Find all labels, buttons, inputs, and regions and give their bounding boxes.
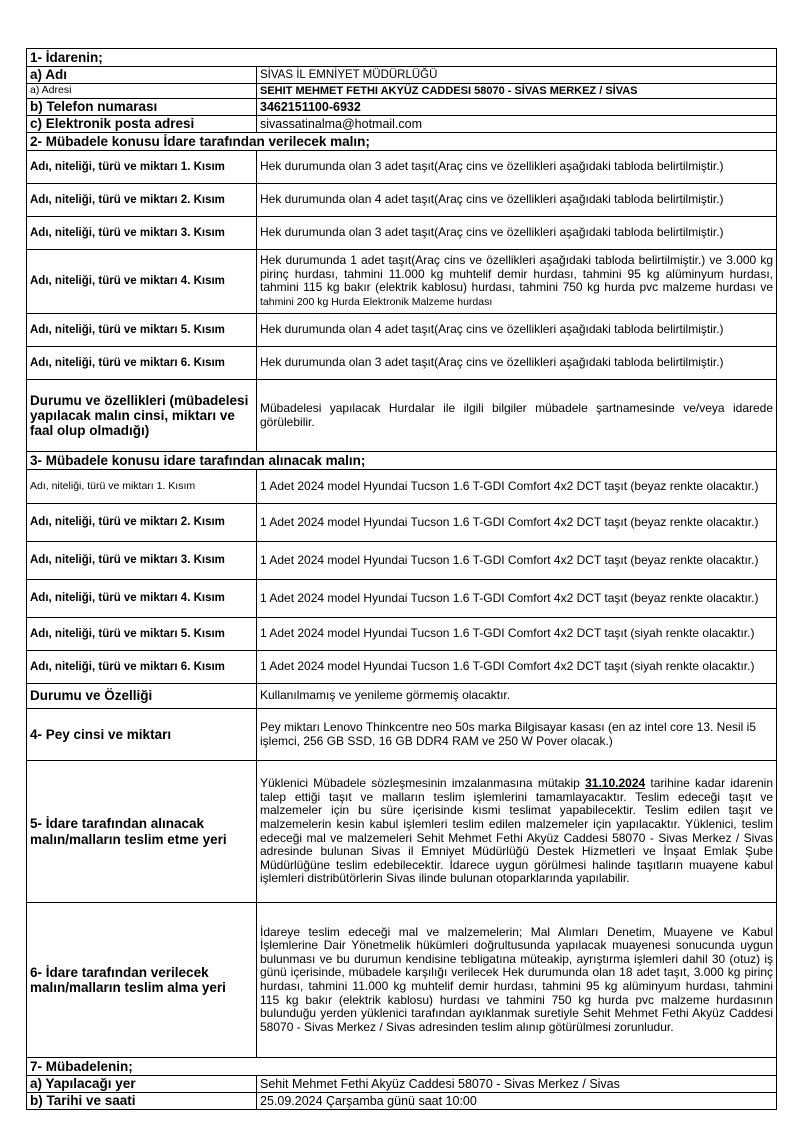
s2-kisim5-value: Hek durumunda olan 4 adet taşıt(Araç cins ve özellikleri aşağıdaki tabloda belirtilmiştir.) [257,314,777,347]
s2-kisim4-row [27,250,777,314]
s7-yer-row [27,1076,777,1093]
s2-durum-value: Mübadelesi yapılacak Hurdalar ile ilgili bilgiler mübadele şartnamesinde ve/veya idarede görülebilir. [257,380,777,452]
s2-kisim4-text-small: tahmini 200 kg Hurda Elektronik Malzeme hurdası [260,295,493,308]
tender-table [26,48,777,1110]
s2-kisim1-label: Adı, niteliği, türü ve miktarı 1. Kısım [27,151,257,184]
s3-kisim5-value: 1 Adet 2024 model Hyundai Tucson 1.6 T-GDI Comfort 4x2 DCT taşıt (siyah renkte olacaktır.) [257,618,777,651]
s3-kisim4-value: 1 Adet 2024 model Hyundai Tucson 1.6 T-GDI Comfort 4x2 DCT taşıt (beyaz renkte olacaktır.) [257,580,777,618]
s5-label: 5- İdare tarafından alınacak malın/malların teslim etme yeri [27,761,257,903]
s2-kisim6-label: Adı, niteliği, türü ve miktarı 6. Kısım [27,347,257,380]
telefon-label: b) Telefon numarası [27,99,257,116]
adres-row [27,84,777,99]
s2-kisim3-value: Hek durumunda olan 3 adet taşıt(Araç cins ve özellikleri aşağıdaki tabloda belirtilmiştir.) [257,217,777,250]
s6-row [27,903,777,1058]
section-3-title: 3- Mübadele konusu idare tarafından alınacak malın; [27,452,777,470]
s5-text-pre: Yüklenici Mübadele sözleşmesinin imzalanmasına mütakip [260,776,586,791]
s5-value [257,761,777,903]
s3-kisim6-value: 1 Adet 2024 model Hyundai Tucson 1.6 T-GDI Comfort 4x2 DCT taşıt (siyah renkte olacaktır.) [257,651,777,684]
s2-kisim4-label: Adı, niteliği, türü ve miktarı 4. Kısım [27,250,257,314]
s4-label: 4- Pey cinsi ve miktarı [27,709,257,761]
s2-durum-label: Durumu ve özellikleri (mübadelesi yapılacak malın cinsi, miktarı ve faal olup olmadığı) [27,380,257,452]
section-1-title: 1- İdarenin; [27,49,777,67]
s3-kisim1-row [27,470,777,504]
email-label: c) Elektronik posta adresi [27,116,257,133]
s3-durum-value: Kullanılmamış ve yenileme görmemiş olacaktır. [257,684,777,709]
telefon-value: 3462151100-6932 [257,99,777,116]
s3-kisim3-label: Adı, niteliği, türü ve miktarı 3. Kısım [27,542,257,580]
s7-yer-label: a) Yapılacağı yer [27,1076,257,1093]
adi-value: SİVAS İL EMNİYET MÜDÜRLÜĞÜ [257,67,777,84]
s2-kisim2-row [27,184,777,217]
email-value: sivassatinalma@hotmail.com [257,116,777,133]
s2-kisim2-value: Hek durumunda olan 4 adet taşıt(Araç cins ve özellikleri aşağıdaki tabloda belirtilmiştir.) [257,184,777,217]
section-7-row [27,1058,777,1076]
s2-kisim6-value: Hek durumunda olan 3 adet taşıt(Araç cins ve özellikleri aşağıdaki tabloda belirtilmiştir.) [257,347,777,380]
s3-kisim6-row [27,651,777,684]
s6-label: 6- İdare tarafından verilecek malın/malların teslim alma yeri [27,903,257,1058]
s3-kisim2-label: Adı, niteliği, türü ve miktarı 2. Kısım [27,504,257,542]
s3-durum-row [27,684,777,709]
telefon-row [27,99,777,116]
s2-kisim5-label: Adı, niteliği, türü ve miktarı 5. Kısım [27,314,257,347]
s3-kisim1-value: 1 Adet 2024 model Hyundai Tucson 1.6 T-GDI Comfort 4x2 DCT taşıt (beyaz renkte olacaktır.) [257,470,777,504]
s2-kisim6-row [27,347,777,380]
s3-kisim3-value: 1 Adet 2024 model Hyundai Tucson 1.6 T-GDI Comfort 4x2 DCT taşıt (beyaz renkte olacaktır.) [257,542,777,580]
s2-kisim5-row [27,314,777,347]
s7-tarih-label: b) Tarihi ve saati [27,1093,257,1110]
s3-durum-label: Durumu ve Özelliği [27,684,257,709]
section-2-row [27,133,777,151]
adi-label: a) Adı [27,67,257,84]
s6-value: İdareye teslim edeceği mal ve malzemelerin; Mal Alımları Denetim, Muayene ve Kabul İşlemlerine Dair Yönetmelik hükümleri doğrultusunda yapılacak muayenesi sonucunda uygun bulunması ve bu durumun kendisine tebligatına müteakip, ayrıştırma işlemleri dahil 30 (otuz) iş günü içerisinde, mübadele karşılığı verilecek Hek durumunda olan 18 adet taşıt, 3.000 kg pirinç hurdası, tahmini 11.000 kg muhtelif demir hurdası, tahmini 95 kg alüminyum hurdası, tahmini 115 kg bakır (elektrik kablosu) hurdası ve tahmini 750 kg hurda pvc malzeme hurdasının bulunduğu yerden yüklenici tarafından ayıklanmak suretiyle Sehit Mehmet Fethi Akyüz Caddesi 58070 - Sivas Merkez / Sivas adresinden teslim alınıp götürülmesi zorunludur. [257,903,777,1058]
s2-kisim3-label: Adı, niteliği, türü ve miktarı 3. Kısım [27,217,257,250]
s4-row [27,709,777,761]
adres-label: a) Adresi [27,84,257,99]
s3-kisim2-row [27,504,777,542]
s2-kisim1-value: Hek durumunda olan 3 adet taşıt(Araç cins ve özellikleri aşağıdaki tabloda belirtilmiştir.) [257,151,777,184]
s2-kisim1-row [27,151,777,184]
section-7-title: 7- Mübadelenin; [27,1058,777,1076]
s3-kisim2-value: 1 Adet 2024 model Hyundai Tucson 1.6 T-GDI Comfort 4x2 DCT taşıt (beyaz renkte olacaktır.) [257,504,777,542]
adi-row [27,67,777,84]
section-2-title: 2- Mübadele konusu İdare tarafından verilecek malın; [27,133,777,151]
s2-kisim4-value [257,250,777,314]
email-row [27,116,777,133]
s7-tarih-value: 25.09.2024 Çarşamba günü saat 10:00 [257,1093,777,1110]
section-1-row [27,49,777,67]
s3-kisim3-row [27,542,777,580]
s3-kisim6-label: Adı, niteliği, türü ve miktarı 6. Kısım [27,651,257,684]
s5-text-post: tarihine kadar idarenin talep ettiği taşıt ve malların teslim işlemlerini tamamlayacaktır. Teslim edeceği taşıt ve malzemeler için bu süre içerisinde kısmi teslimat yapabilecektir. Teslim edilen taşıt ve malzemelerin kesin kabul işlemleri teslim edilen malzemeler için yapılacaktır. Yüklenici, teslim edeceği mal ve malzemeleri Sehit Mehmet Fethi Akyüz Caddesi 58070 - Sivas Merkez / Sivas adresinde bulunan Sivas il Emniyet Müdürlüğü Destek Hizmetleri ve İnşaat Emlak Şube Müdürlüğüne teslim edebilecektir. İdarece uygun görülmesi halinde taşıtların muayene kabul işlemleri distribütörlerin Sivas ilinde bulunan otoparklarında yapılabilir. [260,776,774,886]
s3-kisim5-label: Adı, niteliği, türü ve miktarı 5. Kısım [27,618,257,651]
section-3-row [27,452,777,470]
s2-kisim4-text: Hek durumunda 1 adet taşıt(Araç cins ve özellikleri aşağıdaki tabloda belirtilmiştir.) ve 3.000 kg pirinç hurdası, tahmini 11.000 kg muhtelif demir hurdası, tahmini 95 kg alüminyum hurdası, tahmini 115 kg bakır (elektrik kablosu) hurdası, tahmini 750 kg hurda pvc malzeme hurdası ve [260,253,774,295]
adres-value: SEHIT MEHMET FETHI AKYÜZ CADDESI 58070 - SİVAS MERKEZ / SİVAS [257,84,777,99]
s5-deadline-date: 31.10.2024 [585,776,646,791]
s4-value: Pey miktarı Lenovo Thinkcentre neo 50s marka Bilgisayar kasası (en az intel core 13. Nesil i5 işlemci, 256 GB SSD, 16 GB DDR4 RAM ve 250 W Pover olacak.) [257,709,777,761]
s3-kisim4-label: Adı, niteliği, türü ve miktarı 4. Kısım [27,580,257,618]
s3-kisim1-label: Adı, niteliği, türü ve miktarı 1. Kısım [27,470,257,504]
s7-yer-value: Sehit Mehmet Fethi Akyüz Caddesi 58070 - Sivas Merkez / Sivas [257,1076,777,1093]
s7-tarih-row [27,1093,777,1110]
s2-kisim3-row [27,217,777,250]
s2-durum-row [27,380,777,452]
s3-kisim4-row [27,580,777,618]
s5-row [27,761,777,903]
s2-kisim2-label: Adı, niteliği, türü ve miktarı 2. Kısım [27,184,257,217]
s3-kisim5-row [27,618,777,651]
